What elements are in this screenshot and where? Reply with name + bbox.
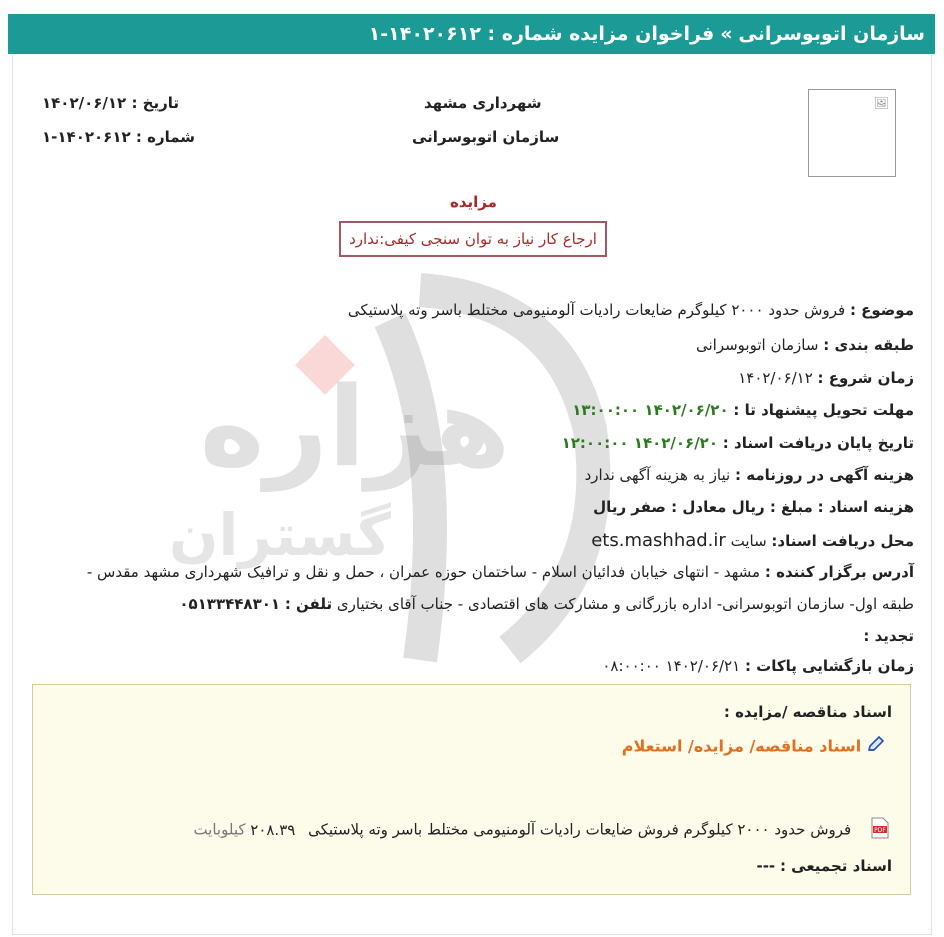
renewal-label: تجدید : xyxy=(863,627,914,645)
address-row-2 xyxy=(179,595,914,613)
broken-image-icon: 🖼 xyxy=(873,96,889,110)
documents-link-row[interactable] xyxy=(622,735,886,759)
doc-end-value: ۱۴۰۲/۰۶/۲۰ ۱۲:۰۰:۰۰ xyxy=(561,434,718,452)
doc-place-prefix: سایت xyxy=(730,532,767,550)
notice-type: مزایده xyxy=(450,193,497,211)
file-size: ۲۰۸.۳۹ xyxy=(250,820,296,839)
page-header xyxy=(8,14,935,54)
phone-value: ۰۵۱۳۳۴۴۸۳۰۱ xyxy=(179,595,281,613)
number-row xyxy=(42,128,195,146)
doc-cost-row xyxy=(593,498,914,516)
number-value: ۱۴۰۲۰۶۱۲-۱ xyxy=(42,128,131,146)
deadline-value: ۱۴۰۲/۰۶/۲۰ ۱۳:۰۰:۰۰ xyxy=(572,401,729,419)
header-org[interactable]: سازمان اتوبوسرانی xyxy=(738,23,925,45)
address-line2: طبقه اول- سازمان اتوبوسرانی- اداره بازرگانی و مشارکت های اقتصادی - جناب آقای بختیاری xyxy=(336,595,914,613)
org-logo-placeholder xyxy=(808,89,896,177)
date-value: ۱۴۰۲/۰۶/۱۲ xyxy=(42,94,127,112)
doc-end-row xyxy=(562,434,914,452)
address-row xyxy=(87,563,914,581)
category-label: طبقه بندی : xyxy=(823,336,914,354)
start-value: ۱۴۰۲/۰۶/۱۲ xyxy=(738,369,813,387)
doc-cost-label: هزینه اسناد : xyxy=(817,498,914,516)
doc-place-site[interactable]: ets.mashhad.ir xyxy=(591,530,726,551)
start-row xyxy=(738,369,914,387)
file-row xyxy=(193,817,890,843)
aggregate-label: اسناد تجمیعی : xyxy=(779,857,892,875)
opening-value: ۱۴۰۲/۰۶/۲۱ ۰۸:۰۰:۰۰ xyxy=(602,657,741,675)
doc-end-label: تاریخ پایان دریافت اسناد : xyxy=(722,434,914,452)
referral-box: ارجاع کار نیاز به توان سنجی کیفی:ندارد xyxy=(339,221,607,257)
breadcrumb-separator: » xyxy=(720,23,733,45)
org-line1: شهرداری مشهد xyxy=(424,94,542,112)
category-row xyxy=(696,336,914,354)
date-row xyxy=(42,94,179,112)
file-unit: کیلوبایت xyxy=(193,820,246,839)
deadline-label: مهلت تحویل پیشنهاد تا : xyxy=(733,401,914,419)
date-label: تاریخ : xyxy=(131,94,180,112)
pencil-icon xyxy=(866,735,886,759)
doc-place-label: محل دریافت اسناد: xyxy=(771,532,914,550)
file-name[interactable]: فروش حدود ۲۰۰۰ کیلوگرم فروش ضایعات رادیات آلومنیومی مختلط باسر وته پلاستیکی xyxy=(308,820,852,839)
start-label: زمان شروع : xyxy=(817,369,914,387)
org-line2: سازمان اتوبوسرانی xyxy=(412,128,560,146)
subject-label: موضوع : xyxy=(849,301,914,319)
subject-value: فروش حدود ۲۰۰۰ کیلوگرم ضایعات رادیات آلومنیومی مختلط باسر وته پلاستیکی xyxy=(347,301,846,319)
aggregate-row xyxy=(756,857,892,875)
watermark-main-text: هزاره xyxy=(199,363,511,491)
ad-cost-row xyxy=(585,466,914,484)
deadline-row xyxy=(572,401,914,419)
phone-label: تلفن : xyxy=(284,595,333,613)
watermark-sub-text: گستران xyxy=(169,501,391,569)
ad-cost-value: نیاز به هزینه آگهی ندارد xyxy=(584,466,731,484)
address-line1: مشهد - انتهای خیابان فدائیان اسلام - ساختمان حوزه عمران ، حمل و نقل و ترافیک شهرداری مشهد مقدس - xyxy=(86,563,761,581)
svg-text:PDF: PDF xyxy=(874,827,886,834)
opening-label: زمان بازگشایی پاکات : xyxy=(744,657,914,675)
doc-cost-value: مبلغ : ریال معادل : صفر ریال xyxy=(593,498,813,516)
subject-row xyxy=(348,301,914,319)
address-label: آدرس برگزار کننده : xyxy=(764,563,914,581)
header-title: فراخوان مزایده شماره : ۱۴۰۲۰۶۱۲-۱ xyxy=(368,23,715,45)
opening-row xyxy=(602,657,914,675)
number-label: شماره : xyxy=(135,128,196,146)
documents-link[interactable]: اسناد مناقصه/ مزایده/ استعلام xyxy=(621,736,862,756)
category-value: سازمان اتوبوسرانی xyxy=(695,336,819,354)
documents-panel xyxy=(32,684,911,895)
ad-cost-label: هزینه آگهی در روزنامه : xyxy=(735,466,914,484)
pdf-icon[interactable] xyxy=(870,817,890,843)
doc-place-row xyxy=(591,530,914,551)
aggregate-value: --- xyxy=(756,857,776,875)
documents-heading: اسناد مناقصه /مزایده : xyxy=(723,703,892,721)
